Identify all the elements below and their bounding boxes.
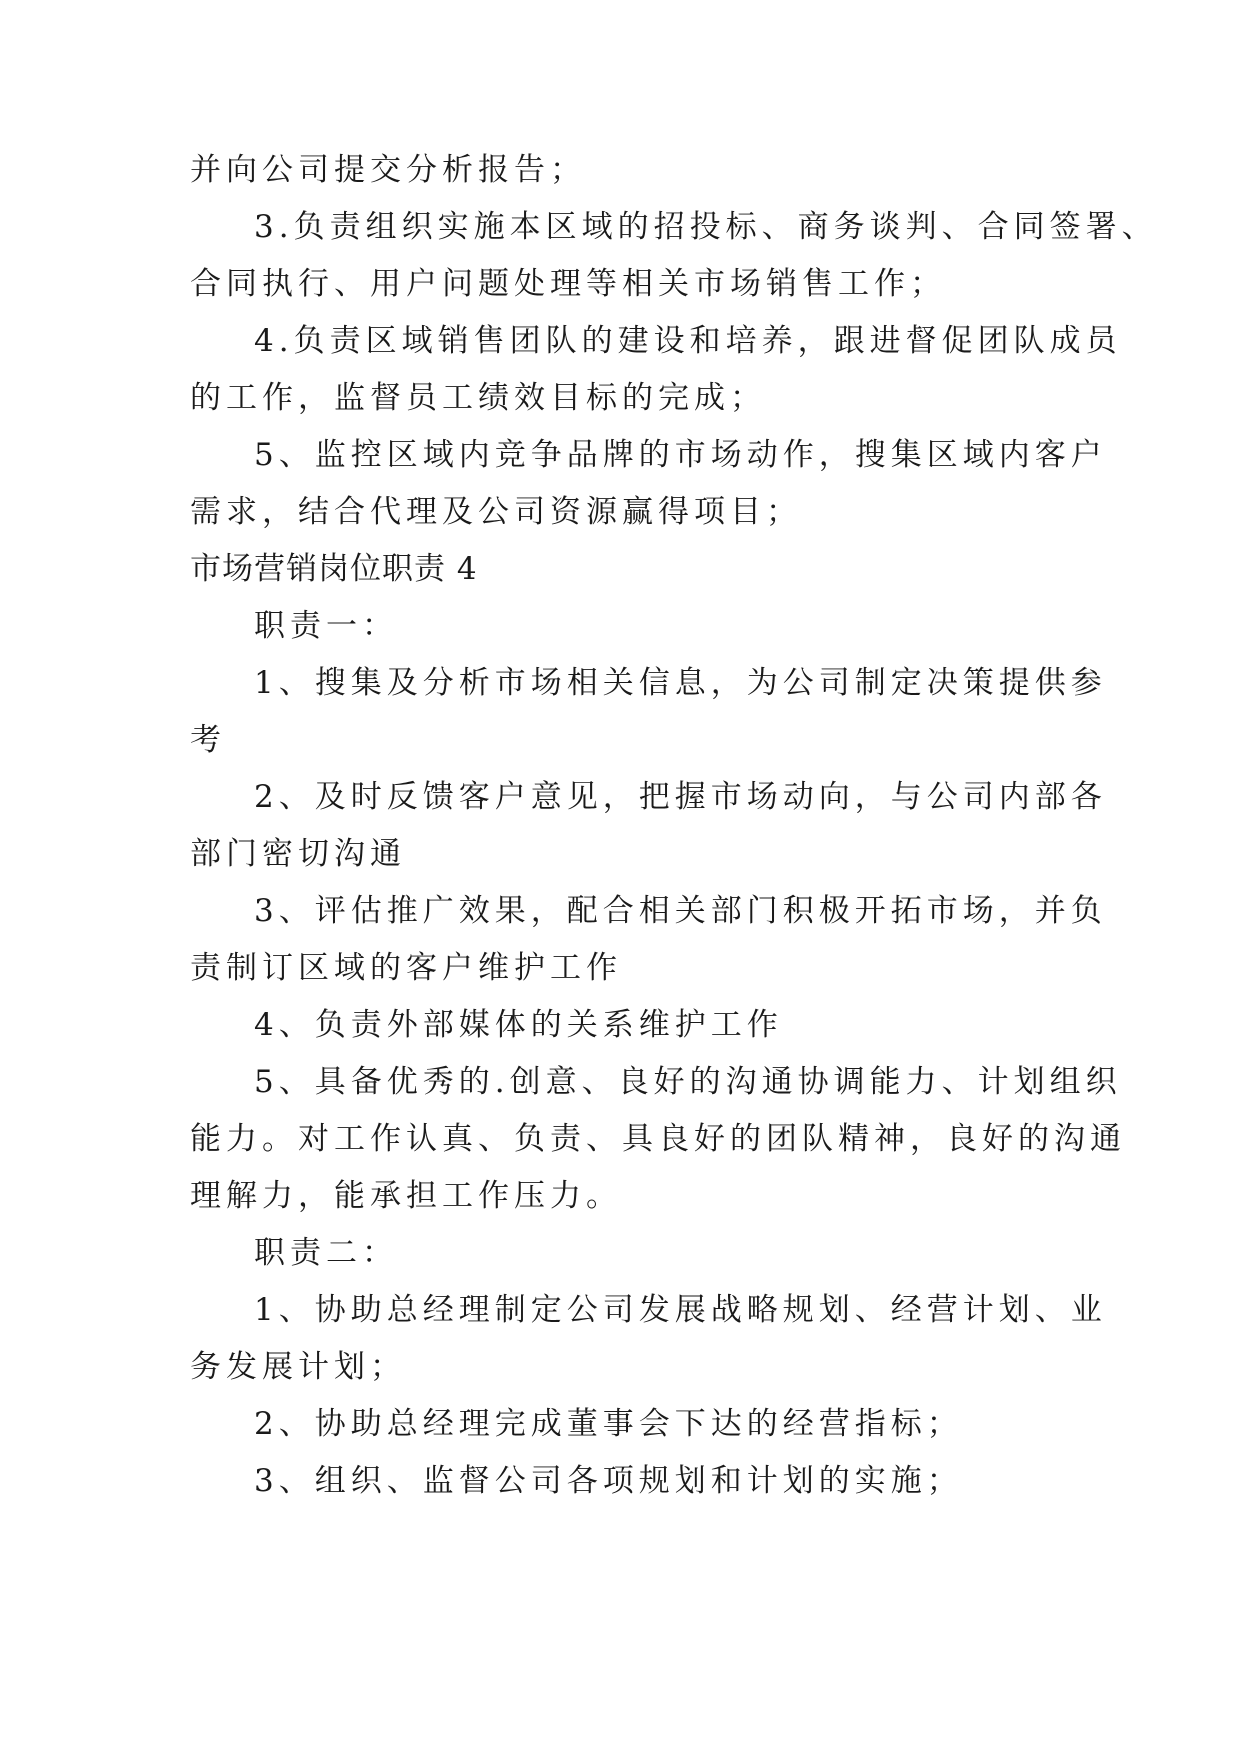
text-line: 1、搜集及分析市场相关信息，为公司制定决策提供参 [254, 665, 1107, 701]
text-line: 合同执行、用户问题处理等相关市场销售工作； [190, 266, 946, 302]
text-line: 能力。对工作认真、负责、具良好的团队精神，良好的沟通 [190, 1121, 1126, 1157]
text-line: 并向公司提交分析报告； [190, 152, 586, 188]
text-line: 2、及时反馈客户意见，把握市场动向，与公司内部各 [254, 779, 1107, 815]
text-line: 责制订区域的客户维护工作 [190, 950, 622, 986]
text-line: 需求，结合代理及公司资源赢得项目； [190, 494, 802, 530]
subsection-heading: 职责二： [254, 1235, 398, 1271]
subsection-heading: 职责一： [254, 608, 398, 644]
text-line: 的工作，监督员工绩效目标的完成； [190, 380, 766, 416]
text-line: 理解力，能承担工作压力。 [190, 1178, 622, 1214]
text-line: 2、协助总经理完成董事会下达的经营指标； [254, 1406, 963, 1442]
text-line: 4.负责区域销售团队的建设和培养，跟进督促团队成员 [254, 323, 1122, 359]
text-line: 3、组织、监督公司各项规划和计划的实施； [254, 1463, 963, 1499]
section-heading: 市场营销岗位职责 4 [190, 551, 478, 587]
text-line: 考 [190, 722, 226, 758]
text-line: 3.负责组织实施本区域的招投标、商务谈判、合同签署、 [254, 209, 1158, 245]
text-line: 5、具备优秀的.创意、良好的沟通协调能力、计划组织 [254, 1064, 1122, 1100]
text-line: 1、协助总经理制定公司发展战略规划、经营计划、业 [254, 1292, 1107, 1328]
text-line: 务发展计划； [190, 1349, 406, 1385]
text-line: 3、评估推广效果，配合相关部门积极开拓市场，并负 [254, 893, 1107, 929]
text-line: 部门密切沟通 [190, 836, 406, 872]
text-line: 4、负责外部媒体的关系维护工作 [254, 1007, 783, 1043]
text-line: 5、监控区域内竞争品牌的市场动作，搜集区域内客户 [254, 437, 1107, 473]
